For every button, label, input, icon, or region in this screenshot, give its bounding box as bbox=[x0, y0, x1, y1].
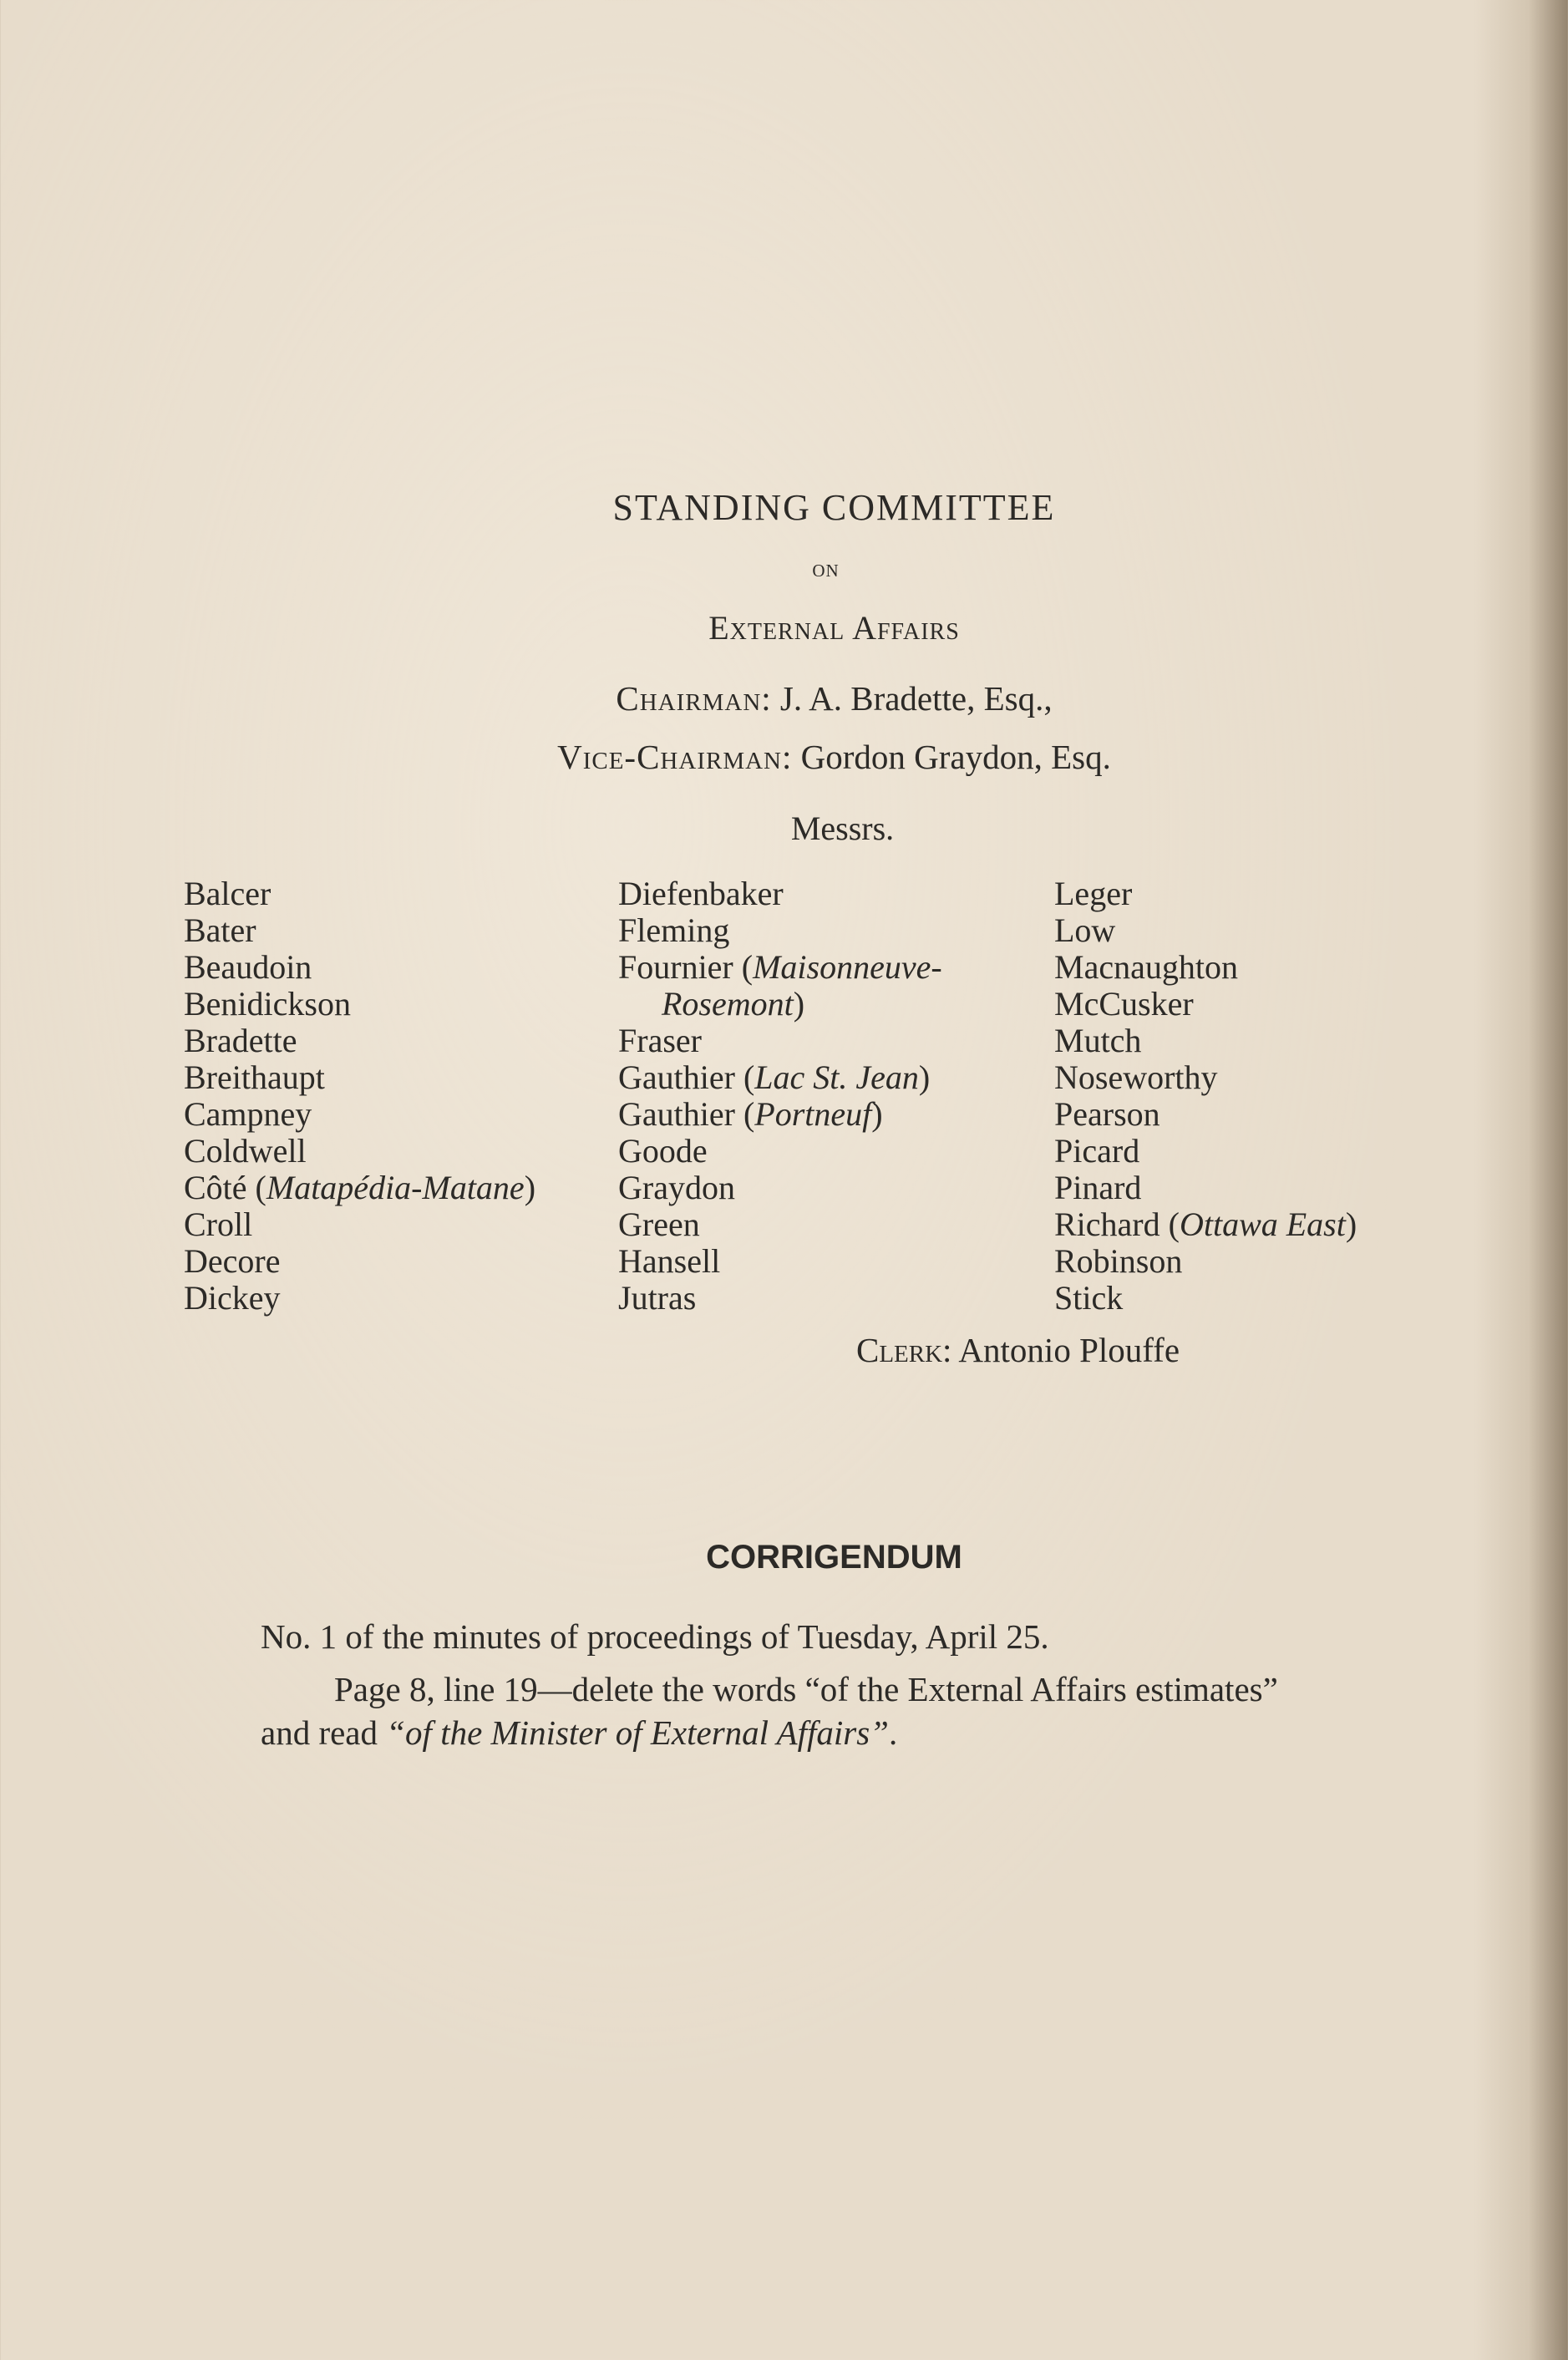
member-entry bbox=[618, 1243, 942, 1280]
members-column-3 bbox=[1054, 875, 1357, 1317]
corrigendum-line-3-suffix: . bbox=[888, 1713, 898, 1752]
member-name: Pinard bbox=[1054, 1169, 1142, 1206]
member-name: Mutch bbox=[1054, 1022, 1142, 1059]
member-entry bbox=[184, 949, 535, 986]
member-entry bbox=[184, 875, 535, 912]
member-name: Dickey bbox=[184, 1279, 281, 1317]
chairman-line bbox=[50, 678, 1568, 718]
member-entry bbox=[184, 1096, 535, 1133]
vice-chairman-role: Vice-Chairman: bbox=[557, 738, 793, 776]
member-name: Decore bbox=[184, 1242, 281, 1280]
corrigendum-line-1: No. 1 of the minutes of proceedings of Tuesday, April 25. bbox=[261, 1617, 1049, 1656]
vice-chairman-line bbox=[50, 737, 1568, 777]
member-name: Diefenbaker bbox=[618, 875, 784, 912]
member-entry bbox=[1054, 1280, 1357, 1317]
chairman-role: Chairman: bbox=[616, 679, 772, 718]
member-riding: (Ottawa East) bbox=[1160, 1205, 1357, 1243]
member-entry bbox=[1054, 875, 1357, 912]
member-entry bbox=[1054, 912, 1357, 949]
member-name: Macnaughton bbox=[1054, 948, 1238, 986]
member-entry bbox=[184, 986, 535, 1023]
member-name: Fournier bbox=[618, 948, 733, 986]
committee-on-label: on bbox=[812, 555, 840, 582]
member-name: Hansell bbox=[618, 1242, 721, 1280]
clerk-name: Antonio Plouffe bbox=[958, 1331, 1180, 1369]
member-riding: (Portneuf) bbox=[734, 1095, 883, 1133]
member-name: Leger bbox=[1054, 875, 1133, 912]
member-name: Pearson bbox=[1054, 1095, 1160, 1133]
member-name: Gauthier bbox=[618, 1058, 735, 1096]
member-entry bbox=[618, 1096, 942, 1133]
member-entry bbox=[184, 1243, 535, 1280]
member-riding: (Maisonneuve- bbox=[733, 948, 942, 986]
member-entry bbox=[184, 912, 535, 949]
member-entry bbox=[184, 1023, 535, 1059]
member-name: Coldwell bbox=[184, 1132, 307, 1170]
member-entry bbox=[1054, 1059, 1357, 1096]
corrigendum-line-3 bbox=[261, 1713, 897, 1753]
member-name: Fleming bbox=[618, 911, 730, 949]
member-entry bbox=[618, 1280, 942, 1317]
member-name: Stick bbox=[1054, 1279, 1124, 1317]
member-name: Balcer bbox=[184, 875, 271, 912]
member-name: Low bbox=[1054, 911, 1116, 949]
member-riding: (Lac St. Jean) bbox=[734, 1058, 931, 1096]
chairman-name: J. A. Bradette, Esq., bbox=[779, 679, 1053, 718]
member-name: Fraser bbox=[618, 1022, 702, 1059]
member-entry bbox=[1054, 986, 1357, 1023]
member-entry bbox=[618, 1170, 942, 1206]
member-name: Goode bbox=[618, 1132, 708, 1170]
members-column-1 bbox=[184, 875, 535, 1317]
member-name: Graydon bbox=[618, 1169, 735, 1206]
member-entry bbox=[1054, 1023, 1357, 1059]
member-entry bbox=[1054, 1243, 1357, 1280]
member-entry bbox=[618, 949, 942, 986]
members-column-2 bbox=[618, 875, 942, 1317]
member-entry bbox=[1054, 1206, 1357, 1243]
member-name: Jutras bbox=[618, 1279, 697, 1317]
member-entry bbox=[184, 1170, 535, 1206]
vice-chairman-name: Gordon Graydon, Esq. bbox=[800, 738, 1111, 776]
member-name: Robinson bbox=[1054, 1242, 1183, 1280]
messrs-label: Messrs. bbox=[790, 810, 895, 847]
corrigendum-heading: CORRIGENDUM bbox=[706, 1539, 962, 1576]
member-name: Bradette bbox=[184, 1022, 297, 1059]
member-entry bbox=[1054, 1170, 1357, 1206]
member-riding: (Matapédia-Matane) bbox=[246, 1169, 536, 1206]
committee-subject: External Affairs bbox=[708, 609, 960, 647]
member-entry bbox=[184, 1133, 535, 1170]
member-entry bbox=[184, 1059, 535, 1096]
member-entry bbox=[184, 1206, 535, 1243]
committee-title: STANDING COMMITTEE bbox=[612, 487, 1056, 528]
member-entry bbox=[1054, 1096, 1357, 1133]
corrigendum-line-3-prefix: and read bbox=[261, 1713, 387, 1752]
member-entry bbox=[618, 912, 942, 949]
corrigendum-line-3-italic: “of the Minister of External Affairs” bbox=[386, 1713, 889, 1752]
member-entry bbox=[618, 1133, 942, 1170]
member-name: Gauthier bbox=[618, 1095, 735, 1133]
member-entry bbox=[618, 875, 942, 912]
member-entry bbox=[1054, 1133, 1357, 1170]
clerk-line bbox=[234, 1330, 1568, 1370]
clerk-role: Clerk: bbox=[855, 1331, 952, 1369]
corrigendum-line-2: Page 8, line 19—delete the words “of the External Affairs estimates” bbox=[334, 1670, 1278, 1708]
member-name: Picard bbox=[1054, 1132, 1140, 1170]
member-entry bbox=[618, 1023, 942, 1059]
member-name: Green bbox=[618, 1205, 700, 1243]
member-name: Richard bbox=[1054, 1205, 1160, 1243]
member-name: Côté bbox=[184, 1169, 247, 1206]
member-name: Beaudoin bbox=[184, 948, 312, 986]
member-name: Noseworthy bbox=[1054, 1058, 1218, 1096]
member-entry bbox=[618, 1206, 942, 1243]
member-entry bbox=[618, 1059, 942, 1096]
member-name: Campney bbox=[184, 1095, 312, 1133]
member-name: McCusker bbox=[1054, 985, 1194, 1023]
member-riding: Rosemont) bbox=[662, 985, 805, 1023]
member-entry bbox=[618, 986, 942, 1023]
member-name: Breithaupt bbox=[184, 1058, 325, 1096]
member-name: Croll bbox=[184, 1205, 253, 1243]
member-name: Benidickson bbox=[184, 985, 351, 1023]
member-entry bbox=[1054, 949, 1357, 986]
member-entry bbox=[184, 1280, 535, 1317]
member-name: Bater bbox=[184, 911, 256, 949]
